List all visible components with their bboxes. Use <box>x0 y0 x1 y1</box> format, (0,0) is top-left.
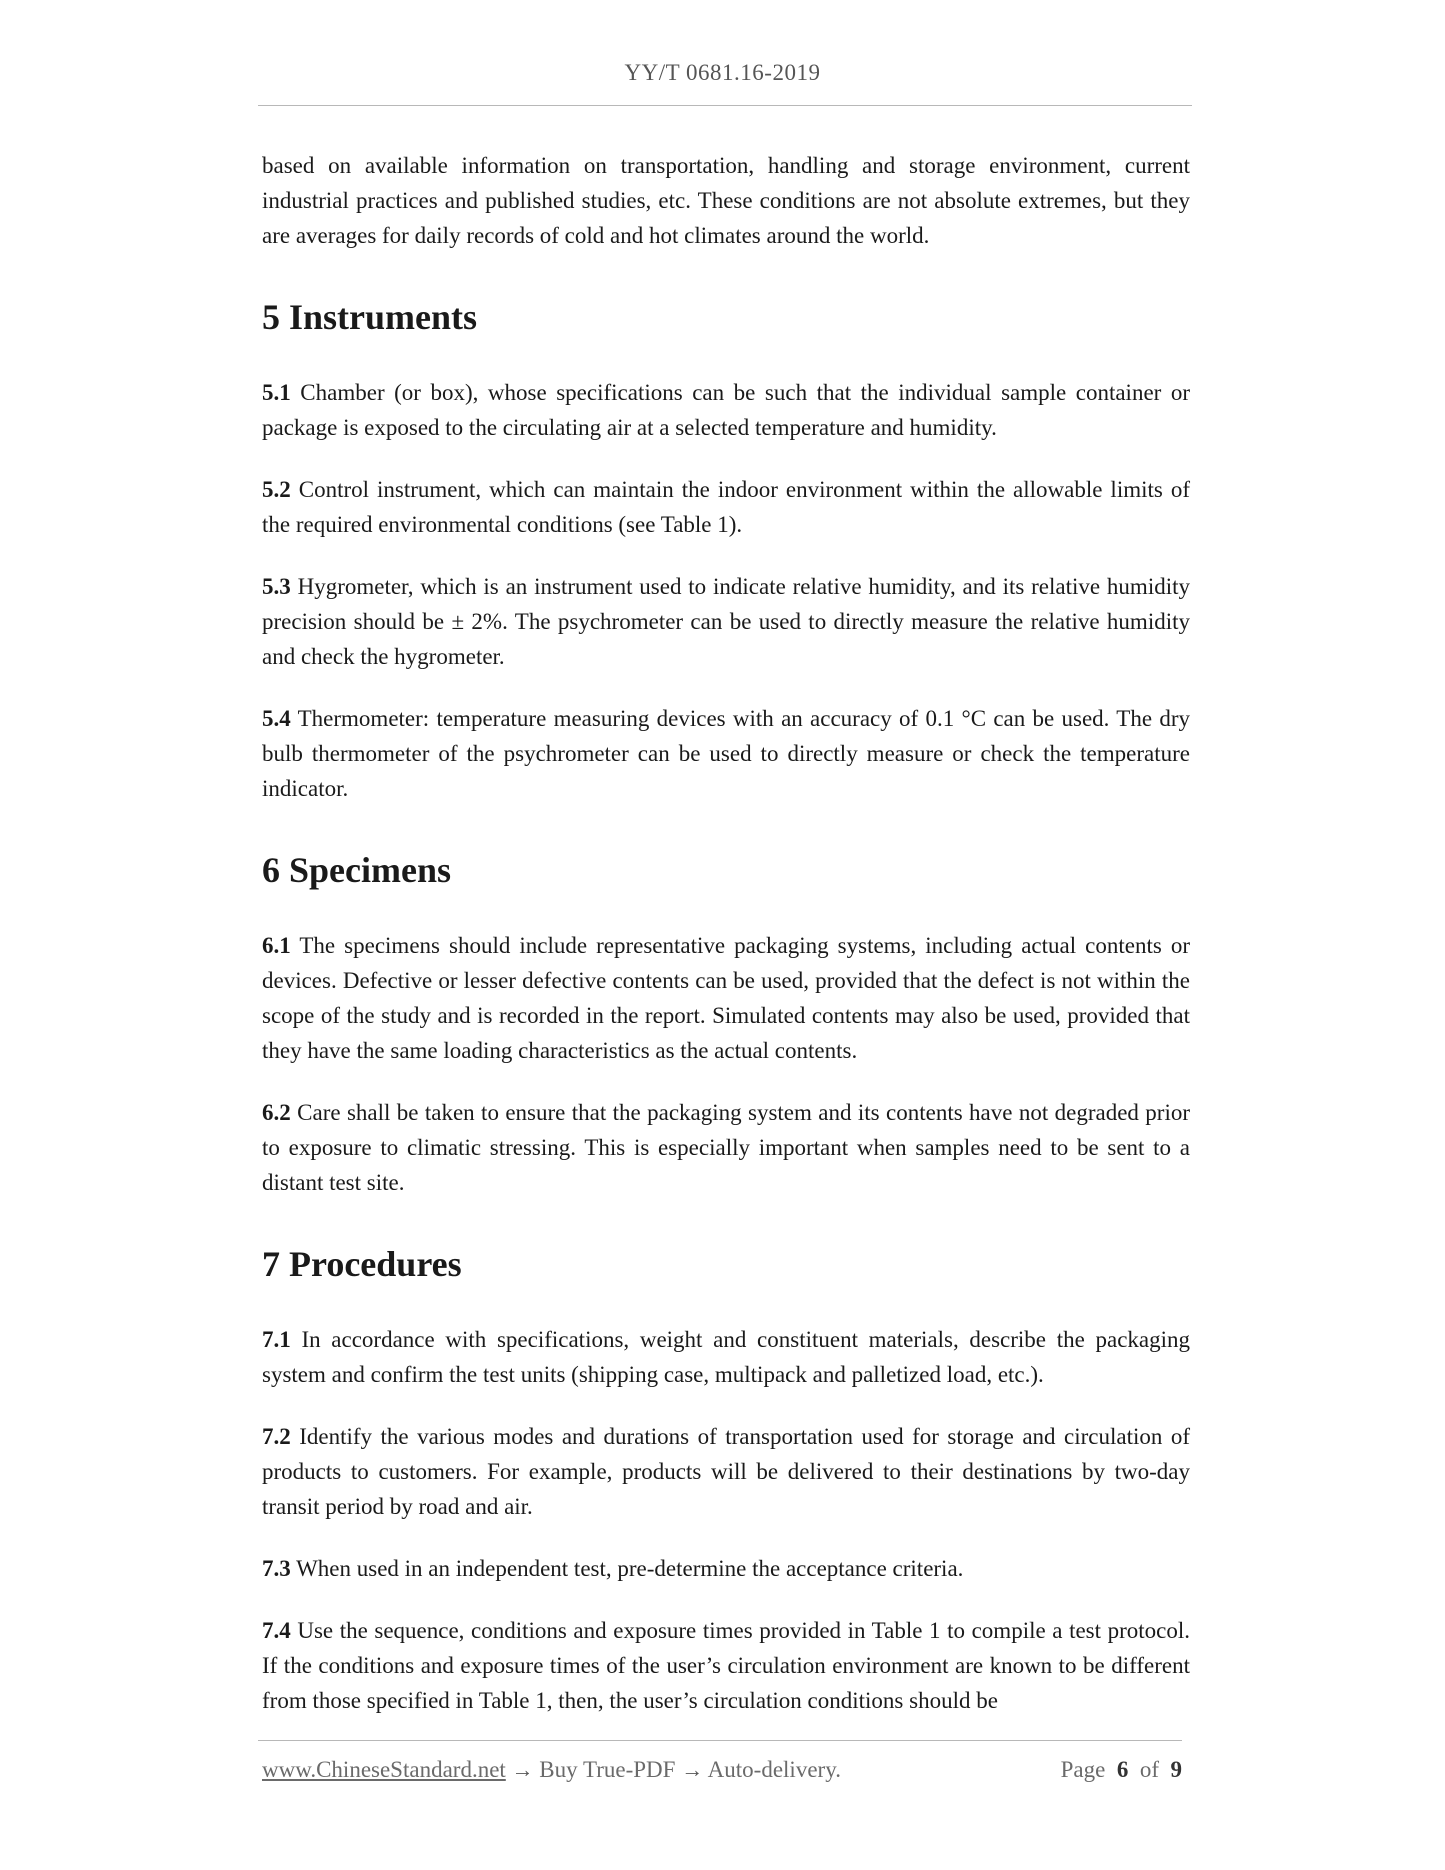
clause-text: The specimens should include representative packaging systems, including actual contents or devices. Defective or lesser defective contents can be used, provided that the defect is not within the scope of the study and is recorded in the report. Simulated contents may also be used, provided that they have the same loading characteristics as the actual contents. <box>262 933 1190 1063</box>
section-heading-procedures: 7 Procedures <box>262 1244 462 1284</box>
footer-divider <box>258 1740 1182 1741</box>
total-pages-number: 9 <box>1170 1757 1182 1782</box>
clause-5-2 <box>262 472 1190 542</box>
clause-7-4 <box>262 1613 1190 1718</box>
clause-number: 7.4 <box>262 1618 291 1643</box>
clause-5-3 <box>262 569 1190 674</box>
current-page-number: 6 <box>1116 1757 1129 1782</box>
clause-text: In accordance with specifications, weight and constituent materials, describe the packaging system and confirm the test units (shipping case, multipack and palletized load, etc.). <box>262 1327 1190 1387</box>
buy-true-pdf-text: Buy True-PDF <box>539 1757 676 1782</box>
section-heading-specimens: 6 Specimens <box>262 850 451 890</box>
clause-6-2 <box>262 1095 1190 1200</box>
clause-7-3 <box>262 1551 1190 1586</box>
clause-5-4 <box>262 701 1190 806</box>
clause-number: 5.4 <box>262 706 291 731</box>
document-code-header: YY/T 0681.16-2019 <box>624 60 821 85</box>
page-indicator <box>1061 1757 1182 1783</box>
clause-text: Hygrometer, which is an instrument used to indicate relative humidity, and its relative humidity precision should be ± 2%. The psychrometer can be used to directly measure the relative humidity and check the hygrometer. <box>262 574 1190 669</box>
header-divider <box>258 105 1192 106</box>
auto-delivery-text: Auto-delivery. <box>707 1757 841 1782</box>
clause-text: When used in an independent test, pre-determine the acceptance criteria. <box>296 1556 964 1581</box>
clause-number: 5.2 <box>262 477 291 502</box>
page-body <box>262 148 1190 1745</box>
clause-number: 6.2 <box>262 1100 291 1125</box>
clause-number: 6.1 <box>262 933 291 958</box>
clause-7-2 <box>262 1419 1190 1524</box>
clause-number: 5.3 <box>262 574 291 599</box>
arrow-right-icon: → <box>511 1757 534 1782</box>
clause-text: Use the sequence, conditions and exposure times provided in Table 1 to compile a test protocol. If the conditions and exposure times of the user’s circulation environment are known to be different from those specified in Table 1, then, the user’s circulation conditions should be <box>262 1618 1190 1713</box>
page-footer <box>262 1757 1182 1783</box>
clause-5-1 <box>262 375 1190 445</box>
clause-6-1 <box>262 928 1190 1068</box>
page-label: Page <box>1060 1757 1106 1782</box>
arrow-right-icon: → <box>681 1757 704 1782</box>
clause-number: 5.1 <box>262 380 291 405</box>
clause-text: Care shall be taken to ensure that the packaging system and its contents have not degraded prior to exposure to climatic stressing. This is especially important when samples need to be sent to a distant test site. <box>262 1100 1191 1195</box>
chinesestandard-link[interactable]: www.ChineseStandard.net <box>262 1757 506 1782</box>
clause-number: 7.1 <box>262 1327 291 1352</box>
section-heading-instruments: 5 Instruments <box>262 297 478 337</box>
clause-number: 7.2 <box>262 1424 291 1449</box>
clause-text: Thermometer: temperature measuring devices with an accuracy of 0.1 °C can be used. The dry bulb thermometer of the psychrometer can be used to directly measure or check the temperature indicator. <box>262 706 1190 801</box>
clause-7-1 <box>262 1322 1190 1392</box>
clause-number: 7.3 <box>262 1556 291 1581</box>
clause-text: Control instrument, which can maintain the indoor environment within the allowable limits of the required environmental conditions (see Table 1). <box>262 477 1190 537</box>
intro-paragraph: based on available information on transportation, handling and storage environment, current industrial practices and published studies, etc. These conditions are not absolute extremes, but they are averages for daily records of cold and hot climates around the world. <box>262 153 1190 248</box>
of-label: of <box>1139 1757 1159 1782</box>
clause-text: Chamber (or box), whose specifications can be such that the individual sample container or package is exposed to the circulating air at a selected temperature and humidity. <box>262 380 1191 440</box>
clause-text: Identify the various modes and durations of transportation used for storage and circulation of products to customers. For example, products will be delivered to their destinations by two-day transit period by road and air. <box>262 1424 1191 1519</box>
